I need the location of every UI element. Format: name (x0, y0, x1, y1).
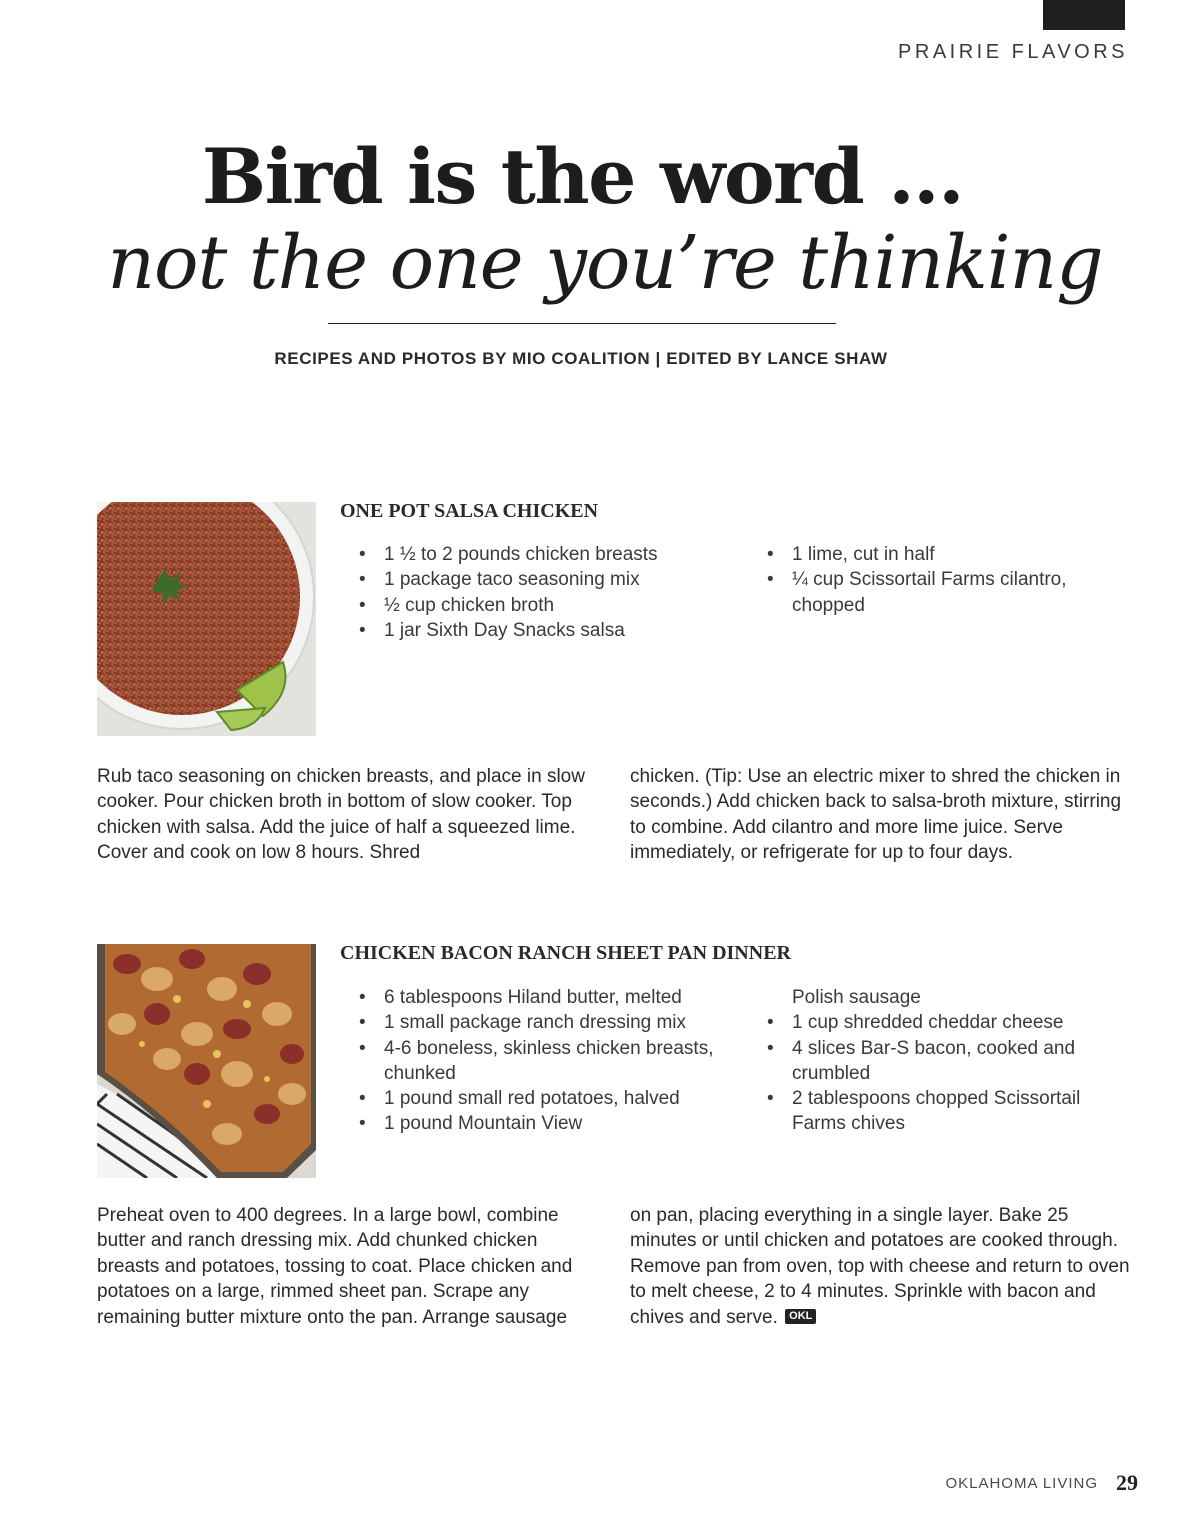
ingredient-item: • 2 tablespoons chopped Scissortail Farms chives (766, 1086, 1086, 1137)
recipe-title: ONE POT SALSA CHICKEN (340, 500, 599, 522)
ingredient-item: • 1 ½ to 2 pounds chicken breasts (358, 542, 718, 567)
ingredient-item: • 1 cup shredded cheddar cheese (766, 1010, 1086, 1035)
corner-tab (1043, 0, 1125, 30)
page-footer (945, 1470, 1138, 1496)
okl-end-mark-logo: OKL (785, 1309, 816, 1324)
section-title: PRAIRIE FLAVORS (898, 41, 1128, 63)
ingredient-item: • 4 slices Bar-S bacon, cooked and crumbled (766, 1036, 1086, 1087)
ingredient-item: • ½ cup chicken broth (358, 593, 718, 618)
ingredient-item: • ¼ cup Scissortail Farms cilantro, chopped (766, 567, 1106, 618)
ingredient-list (766, 542, 1106, 618)
directions-text-body: on pan, placing everything in a single layer. Bake 25 minutes or until chicken and potatoes are cooked through. Remove pan from oven, top with cheese and return to oven to melt cheese, 2 to 4 minutes. Sprinkle with bacon and chives and serve. (630, 1205, 1130, 1328)
directions-text: Rub taco seasoning on chicken breasts, and place in slow cooker. Pour chicken broth in bottom of slow cooker. Top chicken with salsa. Add the juice of half a squeezed lime. Cover and cook on low 8 hours. Shred (97, 766, 585, 864)
publication-name: OKLAHOMA LIVING (945, 1475, 1098, 1492)
salsa-chicken-photo (97, 502, 316, 736)
title-rule (328, 323, 836, 324)
ingredient-item: • 1 jar Sixth Day Snacks salsa (358, 618, 718, 643)
ingredient-list (766, 985, 1086, 1137)
directions-text (630, 1203, 1130, 1330)
ingredient-list (358, 542, 718, 643)
ingredient-list (358, 985, 733, 1137)
recipe-title: CHICKEN BACON RANCH SHEET PAN DINNER (340, 942, 791, 964)
ingredient-item: • 6 tablespoons Hiland butter, melted (358, 985, 733, 1010)
ingredient-item: • 1 small package ranch dressing mix (358, 1010, 733, 1035)
page-number: 29 (1116, 1470, 1138, 1495)
subhead: not the one you’re thinking (107, 220, 1103, 306)
directions-text: Preheat oven to 400 degrees. In a large bowl, combine butter and ranch dressing mix. Add chunked chicken breasts and potatoes, tossing to coat. Place chicken and potatoes on a large, rimmed sheet pan. Scrape any remaining butter mixture onto the pan. Arrange sausage (97, 1205, 573, 1328)
headline: Bird is the word ... (201, 132, 964, 221)
ingredient-item: • 4-6 boneless, skinless chicken breasts, chunked (358, 1036, 733, 1087)
ingredient-item: • 1 pound Mountain View (358, 1111, 733, 1136)
ingredient-item: • 1 lime, cut in half (766, 542, 1106, 567)
ingredient-item: • 1 package taco seasoning mix (358, 567, 718, 592)
byline: RECIPES AND PHOTOS BY MIO COALITION | EDITED BY LANCE SHAW (274, 349, 888, 368)
ingredient-item: • 1 pound small red potatoes, halved (358, 1086, 733, 1111)
directions-text: chicken. (Tip: Use an electric mixer to shred the chicken in seconds.) Add chicken back to salsa-broth mixture, stirring to combine. Add cilantro and more lime juice. Serve immediately, or refrigerate for up to four days. (630, 766, 1122, 864)
ingredient-item: Polish sausage (792, 987, 921, 1008)
sheet-pan-dinner-photo (97, 944, 316, 1178)
